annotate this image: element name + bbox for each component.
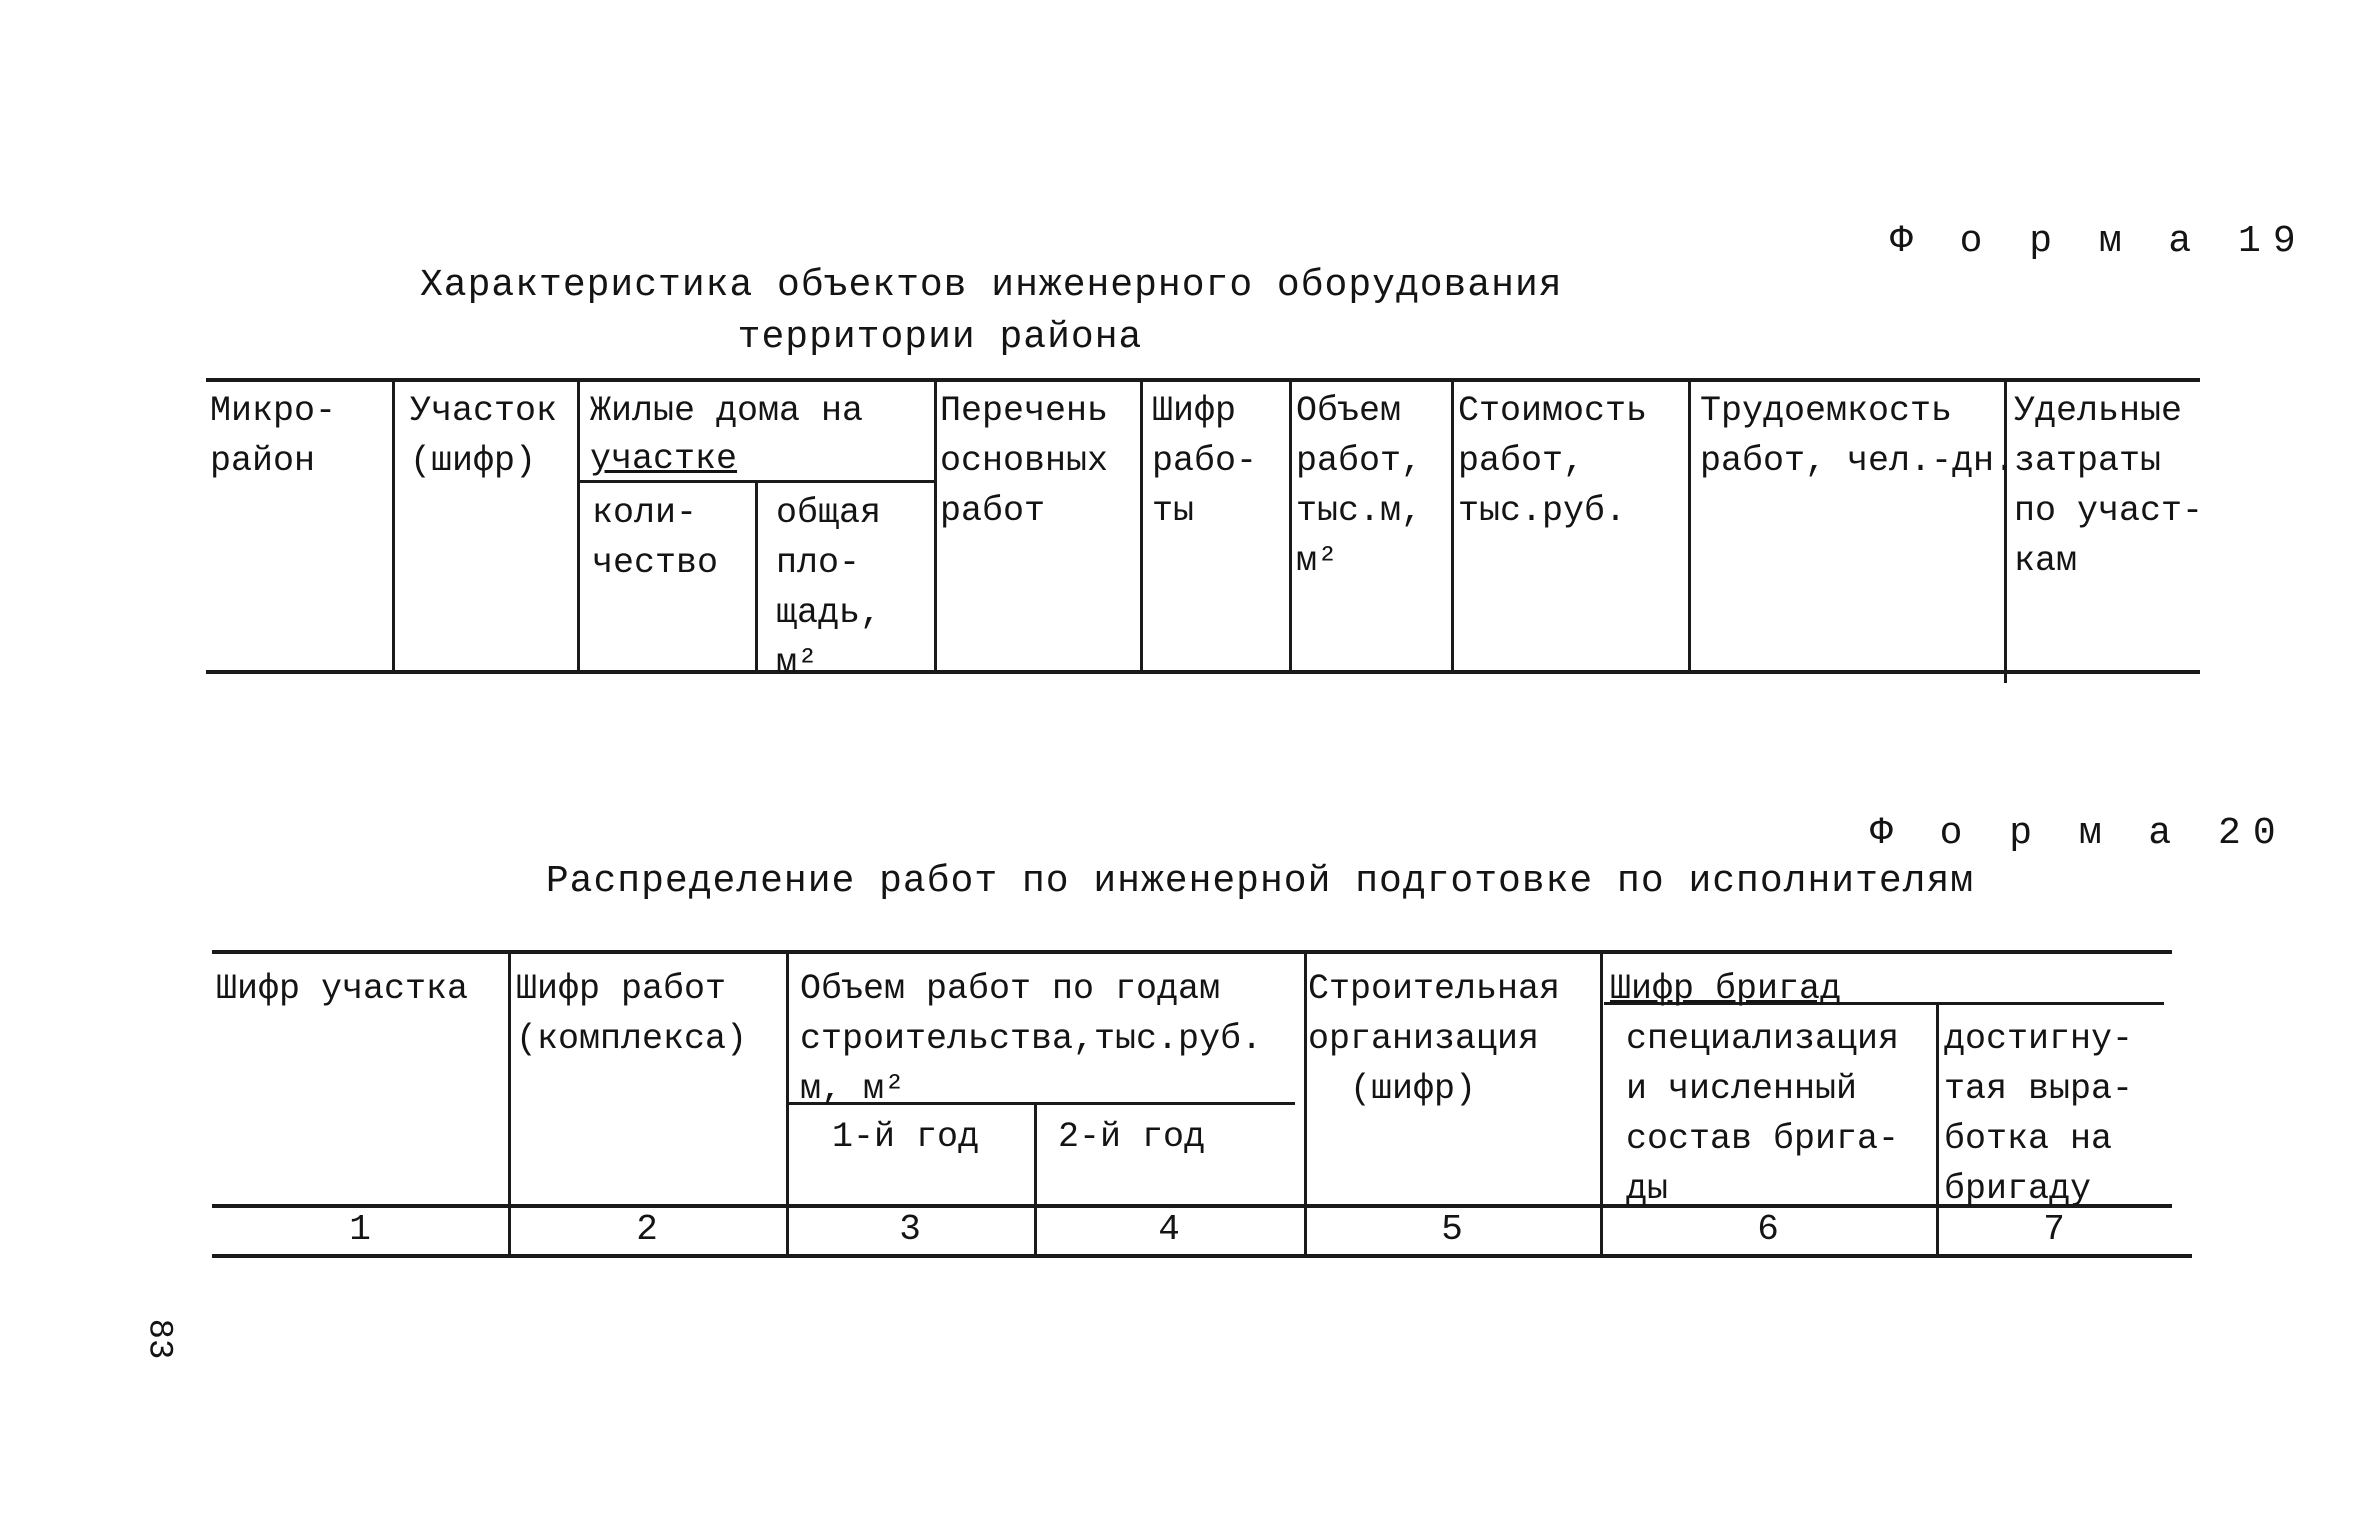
header-shifr-rabot: Шифр работ (комплекса) [516,969,748,1059]
header-zhilye-doma: Жилые дома на [590,391,864,431]
header-uchastok: Участок (шифр) [410,391,558,481]
form19-bottom-rule [206,670,2200,674]
header-shifr-uchastka: Шифр участка [216,969,469,1009]
header-obem-rabot: Объем работ, тыс.м, м² [1296,391,1423,581]
form19-col-divider [934,378,937,673]
form19-col-divider [1688,378,1691,673]
header-udelnye-zatraty: Удельные затраты по участ- кам [2014,391,2204,581]
form19-label: Ф о р м а 19 [1890,220,2308,263]
column-number: 7 [2043,1209,2065,1250]
column-number: 3 [899,1209,921,1250]
column-number: 1 [349,1209,371,1250]
column-number: 2 [636,1209,658,1250]
header-dostignutaya-vyrabotka: достигну- тая выра- ботка на бригаду [1944,1019,2134,1209]
header-shifr-brigad: Шифр бригад [1610,969,1842,1009]
header-obem-po-godam: Объем работ по годам строительства,тыс.руб. м, м² [800,969,1263,1109]
header-perechen: Перечень основных работ [940,391,1109,531]
header-stroitelnaya-organizatsiya: Строительная организация (шифр) [1308,969,1561,1109]
header-spetsializatsiya: специализация и численный состав брига- ды [1626,1019,1900,1209]
header-mikrorayon: Микро- район [210,391,337,481]
column-number: 5 [1441,1209,1463,1250]
form19-col-divider [392,378,395,673]
header-obshchaya-ploshchad: общая пло- щадь, м² [776,493,882,683]
header-zhilye-uchastke: участке [590,439,738,479]
header-trudoemkost: Трудоемкость работ, чел.-дн. [1700,391,2016,481]
header-kolichestvo: коли- чество [592,493,719,583]
header-god-2: 2-й год [1058,1117,1206,1157]
form19-title-line1: Характеристика объектов инженерного оборудования [420,264,1563,307]
header-shifr-raboty: Шифр рабо- ты [1152,391,1258,531]
header-stoimost: Стоимость работ, тыс.руб. [1458,391,1648,531]
header-god-1: 1-й год [832,1117,980,1157]
form19-title-line2: территории района [737,316,1143,359]
form20-label: Ф о р м а 20 [1870,812,2288,855]
form20-title: Распределение работ по инженерной подготовке по исполнителям [545,860,1975,903]
form19-col-divider [1289,378,1292,673]
column-number: 4 [1158,1209,1180,1250]
form19-col-divider [1451,378,1454,673]
form19-col-divider [1140,378,1143,673]
form19-top-rule [206,378,2200,382]
form19-col-divider [577,378,580,673]
form20-top-rule [212,950,2172,954]
form19-col-divider [755,480,758,673]
page-number: 83 [139,1318,178,1360]
column-number: 6 [1757,1209,1779,1250]
